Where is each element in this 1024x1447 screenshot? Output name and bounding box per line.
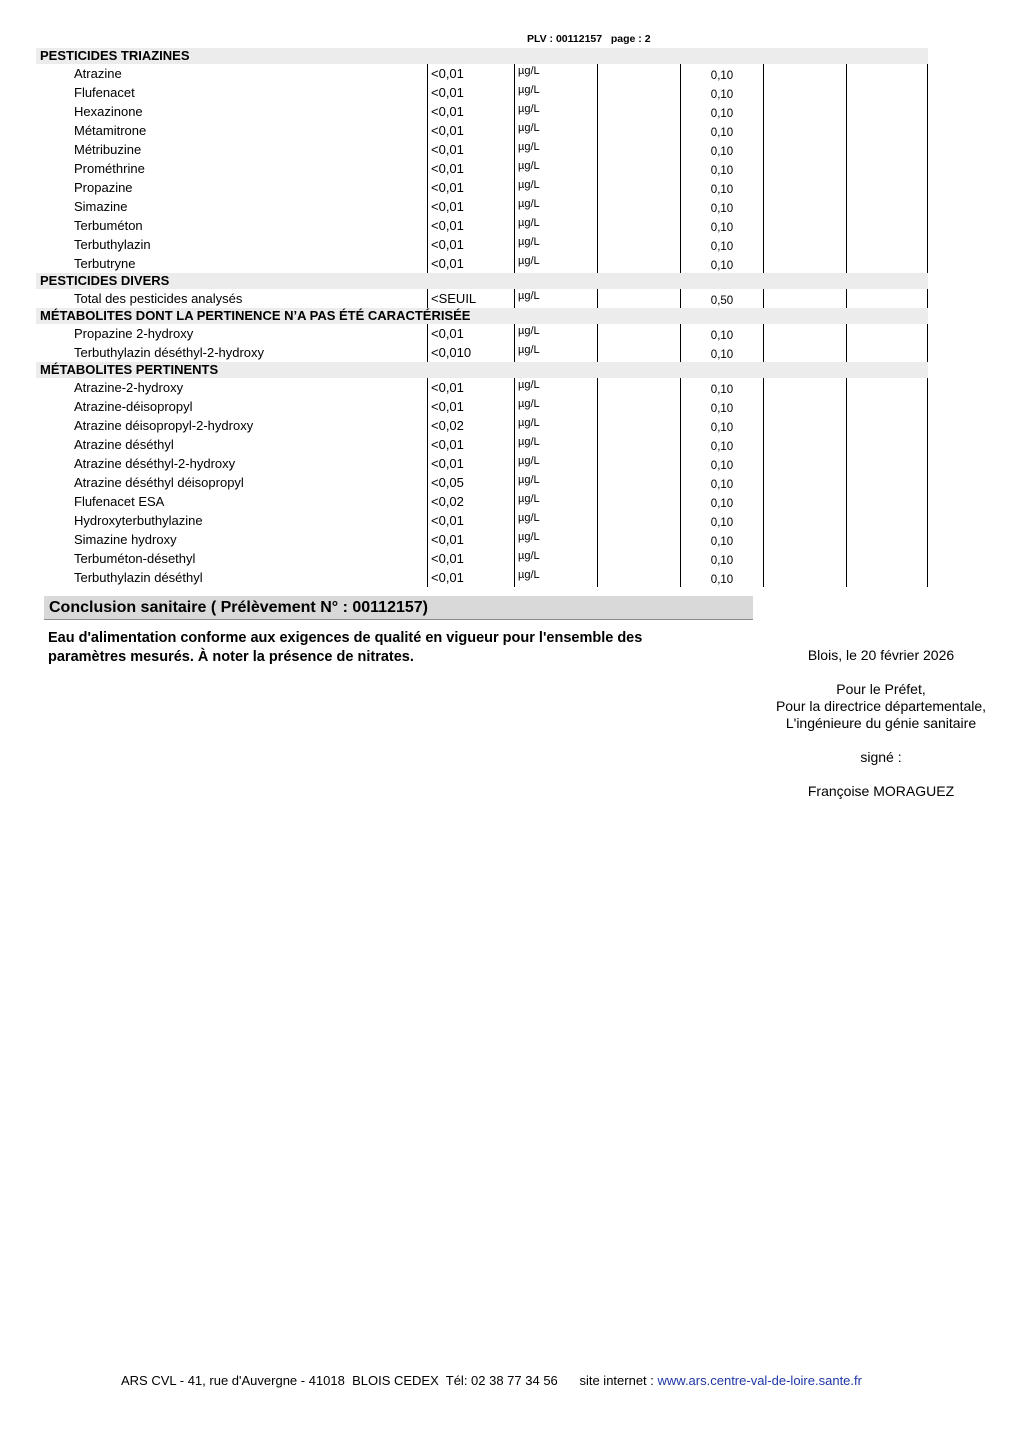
empty-cell: [763, 454, 846, 473]
result-value: <0,01: [427, 568, 514, 587]
empty-cell: [597, 140, 680, 159]
result-unit: µg/L: [514, 435, 597, 454]
result-value: <0,01: [427, 435, 514, 454]
empty-cell: [846, 83, 928, 102]
result-unit: µg/L: [514, 324, 597, 343]
parameter-name: Atrazine déséthyl-2-hydroxy: [74, 456, 236, 471]
quality-limit: 0,10: [680, 378, 763, 397]
quality-limit: 0,10: [680, 492, 763, 511]
parameter-name: Atrazine: [74, 66, 122, 81]
result-value: <0,01: [427, 140, 514, 159]
section-header: PESTICIDES TRIAZINES: [36, 48, 928, 64]
result-unit: µg/L: [514, 216, 597, 235]
empty-cell: [846, 568, 928, 587]
empty-cell: [763, 64, 846, 83]
quality-limit: 0,10: [680, 530, 763, 549]
table-row: [36, 159, 928, 178]
empty-cell: [597, 492, 680, 511]
parameter-name: Atrazine déséthyl: [74, 437, 174, 452]
section-header: MÉTABOLITES DONT LA PERTINENCE N’A PAS ÉTÉ CARACTÉRISÉE: [36, 308, 928, 324]
empty-cell: [597, 378, 680, 397]
result-unit: µg/L: [514, 511, 597, 530]
empty-cell: [846, 64, 928, 83]
table-row: [36, 178, 928, 197]
empty-cell: [846, 140, 928, 159]
table-row: [36, 235, 928, 254]
quality-limit: 0,10: [680, 102, 763, 121]
empty-cell: [846, 416, 928, 435]
parameter-name: Simazine hydroxy: [74, 532, 177, 547]
result-unit: µg/L: [514, 254, 597, 273]
empty-cell: [597, 121, 680, 140]
table-row: [36, 492, 928, 511]
empty-cell: [846, 102, 928, 121]
result-unit: µg/L: [514, 397, 597, 416]
parameter-name: Atrazine déisopropyl-2-hydroxy: [74, 418, 254, 433]
empty-cell: [763, 216, 846, 235]
quality-limit: 0,10: [680, 121, 763, 140]
empty-cell: [846, 530, 928, 549]
empty-cell: [846, 235, 928, 254]
table-row: [36, 102, 928, 121]
empty-cell: [846, 454, 928, 473]
signatory-name: Françoise MORAGUEZ: [807, 783, 955, 799]
quality-limit: 0,10: [680, 454, 763, 473]
result-unit: µg/L: [514, 454, 597, 473]
table-row: [36, 454, 928, 473]
result-value: <0,01: [427, 378, 514, 397]
empty-cell: [763, 121, 846, 140]
spacer-glyph: [740, 732, 1022, 749]
table-row: [36, 568, 928, 587]
result-value: <0,01: [427, 197, 514, 216]
empty-cell: [597, 454, 680, 473]
parameter-name: Métamitrone: [74, 123, 147, 138]
quality-limit: 0,10: [680, 235, 763, 254]
empty-cell: [846, 289, 928, 308]
result-unit: µg/L: [514, 492, 597, 511]
result-value: <0,01: [427, 64, 514, 83]
result-unit: µg/L: [514, 416, 597, 435]
quality-limit: 0,10: [680, 159, 763, 178]
empty-cell: [597, 324, 680, 343]
empty-cell: [846, 343, 928, 362]
empty-cell: [597, 511, 680, 530]
table-row: [36, 197, 928, 216]
empty-cell: [597, 254, 680, 273]
empty-cell: [597, 343, 680, 362]
quality-limit: 0,10: [680, 568, 763, 587]
empty-cell: [597, 159, 680, 178]
table-row: [36, 416, 928, 435]
empty-cell: [597, 568, 680, 587]
result-unit: µg/L: [514, 473, 597, 492]
empty-cell: [597, 235, 680, 254]
empty-cell: [597, 530, 680, 549]
table-row: [36, 378, 928, 397]
quality-limit: 0,10: [680, 343, 763, 362]
result-unit: µg/L: [514, 549, 597, 568]
empty-cell: [846, 511, 928, 530]
table-row: [36, 140, 928, 159]
result-value: <0,01: [427, 549, 514, 568]
empty-cell: [846, 197, 928, 216]
empty-cell: [763, 530, 846, 549]
empty-cell: [846, 254, 928, 273]
parameter-name: Propazine: [74, 180, 133, 195]
result-value: <0,01: [427, 254, 514, 273]
result-value: <0,01: [427, 511, 514, 530]
table-row: [36, 121, 928, 140]
quality-limit: 0,10: [680, 216, 763, 235]
empty-cell: [597, 197, 680, 216]
result-unit: µg/L: [514, 343, 597, 362]
empty-cell: [597, 289, 680, 308]
quality-limit: 0,10: [680, 416, 763, 435]
parameter-name: Flufenacet: [74, 85, 135, 100]
empty-cell: [763, 549, 846, 568]
result-value: <0,01: [427, 324, 514, 343]
page-reference: PLV : 00112157 page : 2: [527, 33, 651, 45]
result-value: <0,010: [427, 343, 514, 362]
parameter-name: Terbuméton: [74, 218, 143, 233]
conclusion-text: Eau d'alimentation conforme aux exigences de qualité en vigueur pour l'ensemble des paramètres mesurés. À noter la présence de nitrates.: [48, 630, 643, 665]
empty-cell: [763, 178, 846, 197]
signature-date: Blois, le 20 février 2026: [807, 647, 955, 663]
table-row: [36, 324, 928, 343]
empty-cell: [763, 473, 846, 492]
quality-limit: 0,10: [680, 511, 763, 530]
empty-cell: [763, 83, 846, 102]
quality-limit: 0,10: [680, 254, 763, 273]
quality-limit: 0,10: [680, 140, 763, 159]
result-unit: µg/L: [514, 289, 597, 308]
result-unit: µg/L: [514, 64, 597, 83]
quality-limit: 0,10: [680, 549, 763, 568]
empty-cell: [763, 492, 846, 511]
signature-line-directrice: Pour la directrice départementale,: [775, 698, 987, 714]
conclusion-title: Conclusion sanitaire ( Prélèvement N° : 00112157): [44, 596, 753, 620]
signature-block: [740, 630, 1022, 800]
result-value: <0,01: [427, 216, 514, 235]
table-row: [36, 64, 928, 83]
footer: [121, 1373, 862, 1388]
table-row: [36, 473, 928, 492]
empty-cell: [763, 235, 846, 254]
parameter-name: Terbuméton-désethyl: [74, 551, 196, 566]
empty-cell: [763, 397, 846, 416]
table-row: [36, 216, 928, 235]
table-row: [36, 343, 928, 362]
empty-cell: [846, 159, 928, 178]
quality-limit: 0,10: [680, 197, 763, 216]
empty-cell: [597, 102, 680, 121]
result-value: <0,01: [427, 83, 514, 102]
parameter-name: Atrazine-déisopropyl: [74, 399, 193, 414]
empty-cell: [846, 378, 928, 397]
empty-cell: [597, 83, 680, 102]
parameter-name: Simazine: [74, 199, 128, 214]
empty-cell: [763, 378, 846, 397]
result-unit: µg/L: [514, 235, 597, 254]
spacer-glyph: [740, 766, 1022, 783]
empty-cell: [846, 121, 928, 140]
parameter-name: Hexazinone: [74, 104, 143, 119]
quality-limit: 0,10: [680, 397, 763, 416]
result-value: <0,01: [427, 454, 514, 473]
parameter-name: Propazine 2-hydroxy: [74, 326, 194, 341]
table-row: [36, 83, 928, 102]
empty-cell: [846, 324, 928, 343]
parameter-name: Prométhrine: [74, 161, 145, 176]
footer-website-link[interactable]: www.ars.centre-val-de-loire.sante.fr: [657, 1373, 862, 1388]
result-value: <0,02: [427, 492, 514, 511]
parameter-name: Terbutryne: [74, 256, 136, 271]
empty-cell: [763, 324, 846, 343]
empty-cell: [763, 197, 846, 216]
quality-limit: 0,10: [680, 473, 763, 492]
footer-address: ARS CVL - 41, rue d'Auvergne - 41018 BLOIS CEDEX Tél: 02 38 77 34 56 site internet :: [121, 1373, 658, 1388]
table-row: [36, 530, 928, 549]
result-unit: µg/L: [514, 140, 597, 159]
empty-cell: [763, 416, 846, 435]
empty-cell: [846, 435, 928, 454]
parameter-name: Terbuthylazin: [74, 237, 151, 252]
section-header: MÉTABOLITES PERTINENTS: [36, 362, 928, 378]
empty-cell: [763, 254, 846, 273]
table-row: [36, 435, 928, 454]
parameter-name: Total des pesticides analysés: [74, 291, 243, 306]
empty-cell: [763, 159, 846, 178]
empty-cell: [597, 549, 680, 568]
result-value: <0,01: [427, 159, 514, 178]
empty-cell: [597, 397, 680, 416]
empty-cell: [597, 416, 680, 435]
empty-cell: [846, 473, 928, 492]
result-value: <0,01: [427, 178, 514, 197]
result-unit: µg/L: [514, 568, 597, 587]
empty-cell: [597, 178, 680, 197]
section-header: PESTICIDES DIVERS: [36, 273, 928, 289]
result-unit: µg/L: [514, 378, 597, 397]
result-value: <0,05: [427, 473, 514, 492]
result-unit: µg/L: [514, 83, 597, 102]
quality-limit: 0,10: [680, 178, 763, 197]
empty-cell: [597, 216, 680, 235]
empty-cell: [846, 397, 928, 416]
parameter-name: Terbuthylazin déséthyl-2-hydroxy: [74, 345, 265, 360]
result-unit: µg/L: [514, 102, 597, 121]
quality-limit: 0,10: [680, 324, 763, 343]
results-table: [36, 48, 928, 587]
empty-cell: [846, 549, 928, 568]
signature-signed: signé :: [860, 749, 902, 765]
parameter-name: Atrazine déséthyl déisopropyl: [74, 475, 244, 490]
result-value: <0,02: [427, 416, 514, 435]
result-unit: µg/L: [514, 159, 597, 178]
table-row: [36, 511, 928, 530]
empty-cell: [763, 102, 846, 121]
table-row: [36, 254, 928, 273]
result-unit: µg/L: [514, 530, 597, 549]
empty-cell: [763, 289, 846, 308]
spacer-glyph: [740, 664, 1022, 681]
parameter-name: Métribuzine: [74, 142, 142, 157]
result-value: <0,01: [427, 102, 514, 121]
empty-cell: [763, 140, 846, 159]
empty-cell: [846, 216, 928, 235]
result-unit: µg/L: [514, 197, 597, 216]
parameter-name: Flufenacet ESA: [74, 494, 165, 509]
result-unit: µg/L: [514, 121, 597, 140]
table-row: [36, 289, 928, 308]
parameter-name: Hydroxyterbuthylazine: [74, 513, 203, 528]
parameter-name: Atrazine-2-hydroxy: [74, 380, 184, 395]
result-value: <0,01: [427, 530, 514, 549]
empty-cell: [597, 473, 680, 492]
result-value: <0,01: [427, 235, 514, 254]
empty-cell: [597, 435, 680, 454]
result-value: <SEUIL: [427, 289, 514, 308]
signature-line-prefet: Pour le Préfet,: [836, 681, 926, 697]
spacer-glyph: [740, 630, 1022, 647]
result-unit: µg/L: [514, 178, 597, 197]
quality-limit: 0,10: [680, 64, 763, 83]
parameter-name: Terbuthylazin déséthyl: [74, 570, 203, 585]
signature-line-ingenieure: L'ingénieure du génie sanitaire: [785, 715, 977, 731]
table-row: [36, 549, 928, 568]
empty-cell: [846, 492, 928, 511]
quality-limit: 0,10: [680, 83, 763, 102]
empty-cell: [763, 568, 846, 587]
empty-cell: [846, 178, 928, 197]
empty-cell: [763, 511, 846, 530]
quality-limit: 0,10: [680, 435, 763, 454]
empty-cell: [763, 343, 846, 362]
quality-limit: 0,50: [680, 289, 763, 308]
table-row: [36, 397, 928, 416]
empty-cell: [597, 64, 680, 83]
empty-cell: [763, 435, 846, 454]
result-value: <0,01: [427, 397, 514, 416]
result-value: <0,01: [427, 121, 514, 140]
